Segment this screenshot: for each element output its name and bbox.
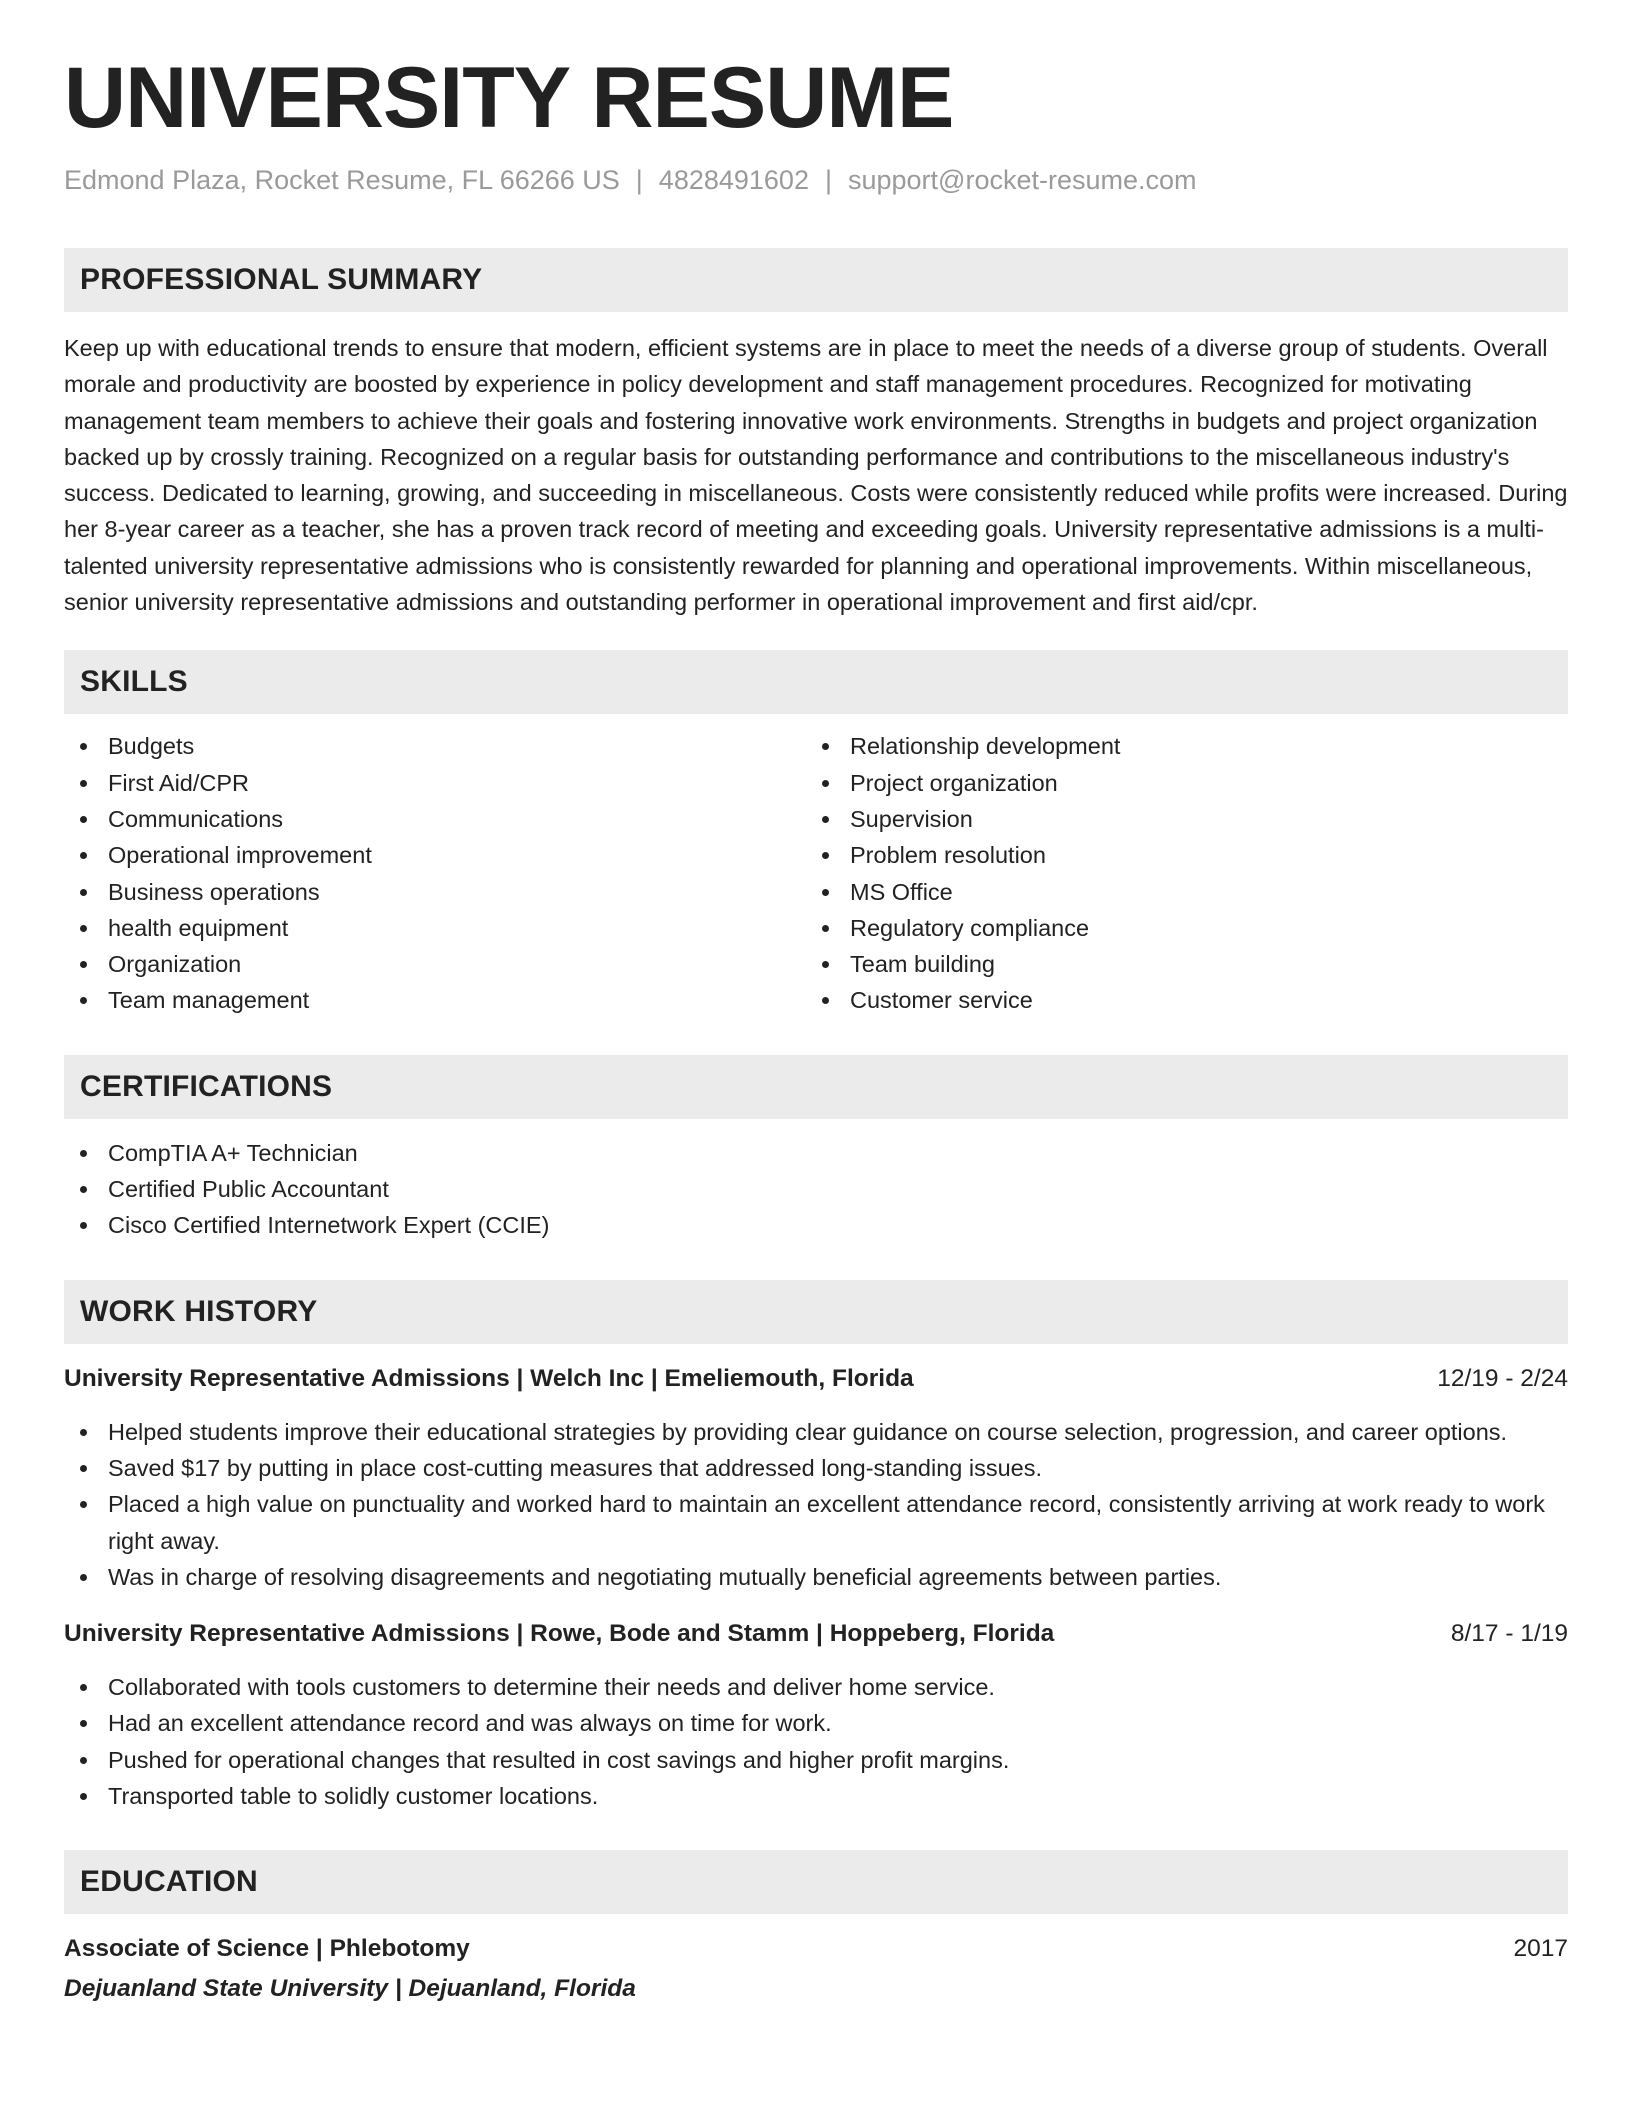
job-title: University Representative Admissions | Welch Inc | Emeliemouth, Florida [64,1364,914,1392]
certifications-list [64,1135,1568,1244]
summary-text: Keep up with educational trends to ensure that modern, efficient systems are in place to meet the needs of a diverse group of students. Overall morale and productivity are boosted by experience in policy development and staff management procedures. Recognized for motivating management team members to achieve their goals and fostering innovative work environments. Strengths in budgets and project organization backed up by crossly training. Recognized on a regular basis for outstanding performance and contributions to the miscellaneous industry's success. Dedicated to learning, growing, and succeeding in miscellaneous. Costs were consistently reduced while profits were increased. During her 8-year career as a teacher, she has a proven track record of meeting and exceeding goals. University representative admissions is a multi-talented university representative admissions who is consistently rewarded for planning and operational improvements. Within miscellaneous, senior university representative admissions and outstanding performer in operational improvement and first aid/cpr. [64,335,1568,616]
skill-item: Customer service [806,982,1548,1018]
job-entry [64,1362,1568,1595]
skill-item: Project organization [806,765,1548,801]
job-duty-item: Had an excellent attendance record and was always on time for work. [64,1705,1568,1741]
job-title: University Representative Admissions | Rowe, Bode and Stamm | Hoppeberg, Florida [64,1620,1055,1648]
job-dates: 8/17 - 1/19 [1450,1620,1568,1648]
contact-address: Edmond Plaza, Rocket Resume, FL 66266 US [64,165,620,195]
certification-item: CompTIA A+ Technician [64,1135,1568,1171]
job-entry [64,1617,1568,1814]
education-header [64,1932,1568,1966]
skills-column-left [64,728,806,1018]
skill-item: Budgets [64,728,806,764]
work-history-section-header [64,1280,1568,1344]
summary-section-title: PROFESSIONAL SUMMARY [80,263,483,296]
contact-line [64,164,1568,196]
contact-phone: 4828491602 [658,165,809,195]
skill-item: Team management [64,982,806,1018]
certification-item: Certified Public Accountant [64,1171,1568,1207]
certifications-section-header [64,1055,1568,1119]
job-header [64,1362,1568,1396]
job-duties-list [64,1669,1568,1814]
skill-item: Regulatory compliance [806,910,1548,946]
job-duty-item: Saved $17 by putting in place cost-cutting measures that addressed long-standing issues. [64,1450,1568,1486]
skills-columns [64,728,1568,1018]
job-duty-item: Pushed for operational changes that resulted in cost savings and higher profit margins. [64,1742,1568,1778]
skill-item: Operational improvement [64,837,806,873]
education-section-title: EDUCATION [80,1865,258,1899]
job-duty-item: Collaborated with tools customers to determine their needs and deliver home service. [64,1669,1568,1705]
education-year: 2017 [1513,1935,1568,1963]
skills-section-header [64,650,1568,714]
job-duty-item: Placed a high value on punctuality and worked hard to maintain an excellent attendance record, consistently arriving at work ready to work right away. [64,1486,1568,1559]
skills-list-right [806,728,1548,1018]
skill-item: Communications [64,801,806,837]
job-duty-item: Was in charge of resolving disagreements and negotiating mutually beneficial agreements between parties. [64,1559,1568,1595]
contact-separator: | [635,165,643,195]
contact-email[interactable]: support@rocket-resume.com [847,165,1197,195]
skills-list-left [64,728,806,1018]
skill-item: health equipment [64,910,806,946]
skill-item: Team building [806,946,1548,982]
contact-separator: | [824,165,832,195]
work-history-section-title: WORK HISTORY [80,1294,318,1328]
job-duties-list [64,1414,1568,1595]
education-degree: Associate of Science | Phlebotomy [64,1935,470,1963]
skill-item: Relationship development [806,728,1548,764]
summary-section-header [64,248,1568,312]
job-dates: 12/19 - 2/24 [1437,1364,1568,1392]
certification-item: Cisco Certified Internetwork Expert (CCIE) [64,1207,1568,1243]
resume-name: UNIVERSITY RESUME [64,50,954,146]
job-duty-item: Transported table to solidly customer locations. [64,1778,1568,1814]
skill-item: Organization [64,946,806,982]
certifications-section-title: CERTIFICATIONS [80,1069,333,1103]
skill-item: Supervision [806,801,1548,837]
skill-item: First Aid/CPR [64,765,806,801]
education-section-header [64,1850,1568,1914]
skills-section-title: SKILLS [80,665,188,699]
skill-item: MS Office [806,874,1548,910]
education-school: Dejuanland State University | Dejuanland, Florida [64,1975,636,2003]
skill-item: Business operations [64,874,806,910]
skill-item: Problem resolution [806,837,1548,873]
job-header [64,1617,1568,1651]
skills-column-right [806,728,1548,1018]
resume-page [64,0,1568,2006]
job-duty-item: Helped students improve their educational strategies by providing clear guidance on course selection, progression, and career options. [64,1414,1568,1450]
